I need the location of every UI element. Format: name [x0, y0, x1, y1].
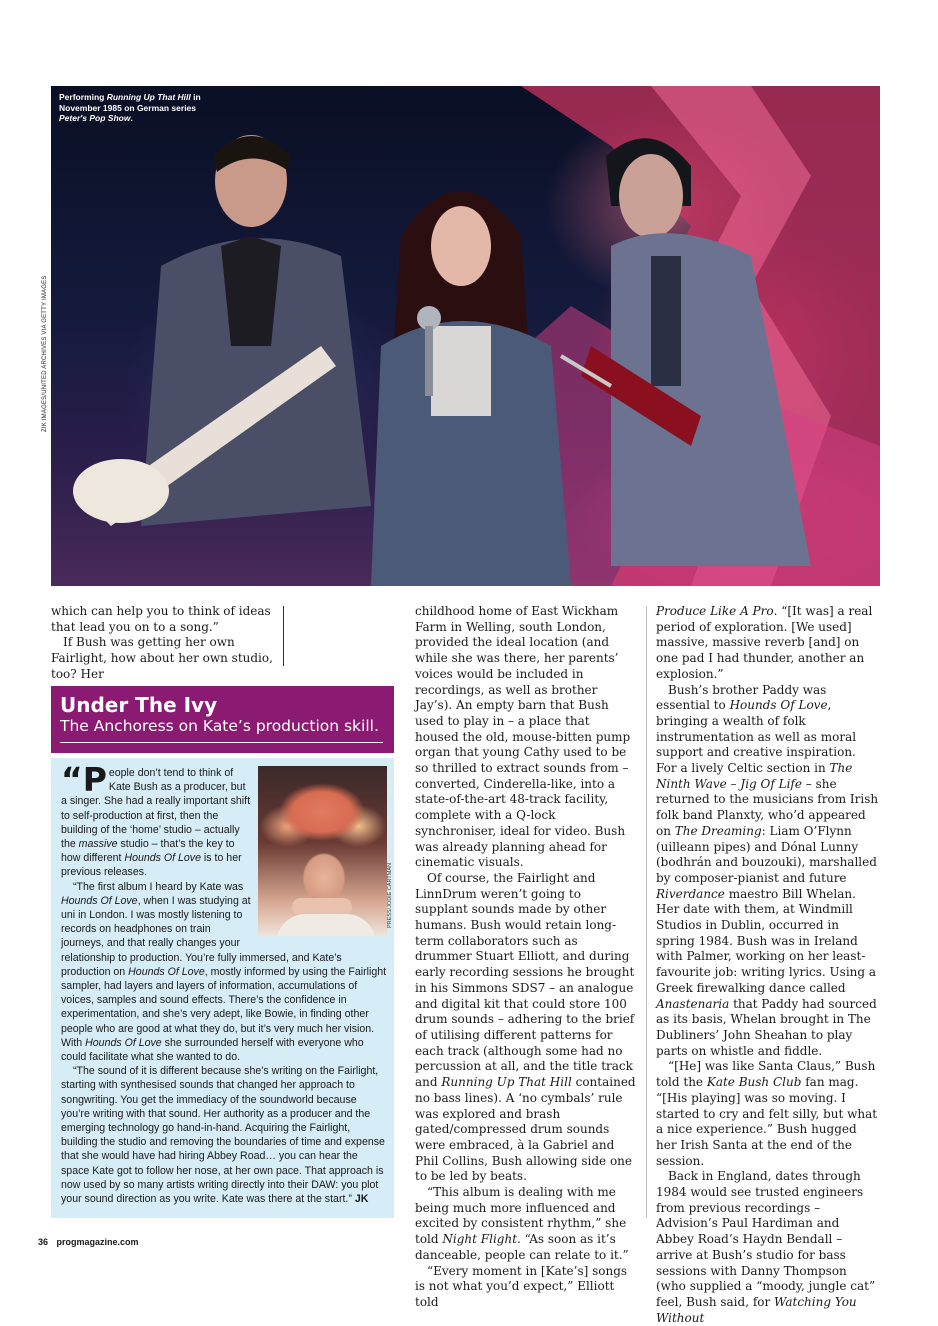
text-run: “The first album I heard by Kate was [73, 880, 244, 893]
column-divider-2 [646, 606, 647, 1218]
italic-text: Watching You Without [656, 1294, 857, 1325]
text-run: studio – that’s the key to how different [61, 838, 235, 865]
stage-photo-illustration [51, 86, 880, 586]
italic-text: The Dreaming [674, 823, 762, 838]
paragraph [415, 1264, 637, 1311]
text-run: Back in England, dates through 1984 would see trusted engineers from previous recordings – Advision’s Paul Hardiman and Abbey Road’s Haydn Bendall – arrive at Bush’s studio for bass sessions with Danny Thompson (who supplied a “moody, jungle cat” feel, Bush said, for [656, 1169, 876, 1309]
paragraph [415, 604, 637, 871]
italic-text: The Ninth Wave – Jig Of Life [656, 761, 853, 791]
italic-text: Hounds Of Love [729, 698, 828, 713]
photo-credit: ZIK IMAGES/UNITED ARCHIVES VIA GETTY IMAGES [42, 275, 48, 432]
text-run: . “As soon as it’s danceable, people can relate to it.” [415, 1232, 629, 1262]
paragraph [656, 1059, 880, 1169]
column-2 [415, 604, 637, 1311]
italic-text: Hounds Of Love [85, 1036, 162, 1049]
sidebar-divider [60, 742, 383, 743]
singer [371, 191, 571, 586]
photo-caption [59, 92, 209, 124]
paragraph [415, 871, 637, 1185]
page-number: 36 [38, 1237, 49, 1247]
sidebar-header [51, 686, 394, 753]
text-run: childhood home of East Wickham Farm in Welling, south London, provided the ideal location (and while she was there, her parents’ voices would be included in recordings, as well as brother Jay’s). An empty barn that Bush used to play in – a place that housed the old, mouse-bitten pump organ that young Cathy used to be so thrilled to extract sounds from – converted, Cinderella-like, into a state-of-the-art 48-track facility, complete with a Q-lock synchroniser, ideal for video. Bush was already planning ahead for cinematic visuals. [415, 604, 631, 870]
column-divider [283, 606, 284, 666]
text-run: eople don’t tend to think of Kate Bush as a producer, but a singer. She had a really important shift to self-production at first, then the building of the ‘home’ studio – actually the [61, 767, 251, 851]
portrait-gown [276, 914, 376, 936]
italic-text: Hounds Of Love [124, 852, 201, 865]
sidebar-body [51, 758, 394, 1218]
paragraph [656, 604, 880, 683]
italic-text: Kate Bush Club [706, 1075, 802, 1090]
column-1 [51, 604, 279, 683]
text-run: Of course, the Fairlight and LinnDrum weren’t going to supplant sounds made by other humans. Bush would retain long-term collaborators such as drummer Stuart Elliott, and during early recording sessions he brought in his Simmons SDS7 – an analogue and digital kit that could store 100 drum sounds – adhering to the brief of utilising different patterns for each track (although some had no percussion at all, and the title track and [415, 870, 635, 1090]
text-run: she surrounded herself with everyone who could facilitate what she wanted to do. [61, 1036, 364, 1064]
paragraph [656, 683, 880, 1060]
sidebar-text [61, 760, 387, 1206]
sidebar-paragraph [61, 1064, 387, 1206]
text-run: “Every moment in [Kate’s] songs is not what you’d expect,” Elliott told [415, 1263, 628, 1309]
caption-run: . [130, 113, 133, 123]
left-guitarist [73, 135, 371, 526]
italic-text: Night Flight [442, 1232, 518, 1247]
text-run: Bush’s brother Paddy was essential to [656, 682, 827, 713]
text-run: that Paddy had sourced as its basis, Whelan brought in The Dubliners’ John Sheahan to play parts on whistle and fiddle. [656, 996, 877, 1058]
italic-text: Riverdance [656, 886, 725, 901]
text-run: is to her previous releases. [61, 852, 242, 879]
caption-run: Running Up That Hill [106, 92, 191, 102]
sidebar-title: Under The Ivy [60, 693, 218, 717]
text-run: : Liam O’Flynn (uilleann pipes) and Dónal Lunny (bodhrán and bouzouki), marshalled by composer-pianist and future [656, 823, 877, 885]
italic-text: Hounds Of Love [128, 965, 205, 978]
italic-text: Running Up That Hill [441, 1075, 572, 1090]
italic-text: massive [78, 838, 118, 851]
sidebar-portrait-photo [258, 766, 387, 936]
caption-run: Peter's Pop Show [59, 113, 131, 123]
caption-run: Performing [59, 92, 107, 102]
text-run: which can help you to think of ideas that lead you on to a song.” [51, 604, 271, 634]
text-run: . “[It was] a real period of exploration. [We used] massive, massive reverb [and] on one pad I had thunder, another an explosion.” [656, 604, 873, 681]
text-run: “[He] was like Santa Claus,” Bush told the [656, 1059, 876, 1090]
author-signature: JK [354, 1193, 369, 1206]
italic-text: Hounds Of Love [61, 894, 138, 907]
italic-text: Produce Like A Pro [656, 604, 774, 618]
paragraph [656, 1169, 880, 1326]
text-run: – she returned to the musicians from Irish folk band Planxty, who’d appeared on [656, 776, 879, 838]
page-footer [38, 1237, 139, 1247]
caption-run: in November 1985 on German series [59, 92, 201, 113]
text-run: fan mag. “[His playing] was so moving. I started to cry and felt silly, but what a nice experience.” Bush hugged her Irish Santa at the end of the session. [656, 1075, 878, 1168]
sidebar-photo-credit: PRESS/JODIE CARTMAN [387, 863, 393, 928]
text-run: , when I was studying at uni in London. I was mostly listening to records on headphones on train journeys, and that really changes your relationship to production. You’re fully immersed, and Kate’s production on [61, 894, 342, 978]
text-run: contained no bass lines). A ‘no cymbals’ rule was explored and brash gated/compressed drum sounds were embraced, à la Gabriel and Phil Collins, Bush allowing side one to be led by beats. [415, 1075, 636, 1184]
column-3 [656, 604, 880, 1326]
site-url: progmagazine.com [56, 1237, 139, 1247]
italic-text: Anastenaria [656, 996, 730, 1011]
paragraph [51, 604, 279, 635]
text-run: , mostly informed by using the Fairlight sampler, had layers and layers of information, accumulations of voices, samples and sound effects. There’s the confidence in experimentation, and she’s very adept, like Bowie, in finding other people who are good at what they do, but it’s very much her vision. With [61, 965, 387, 1049]
text-run: “This album is dealing with me being much more influenced and excited by consistent rhythm,” she told [415, 1185, 627, 1247]
text-run: maestro Bill Whelan. Her date with them, at Windmill Studios in Dublin, occurred in spring 1984. Bush was in Ireland with Palmer, working on her least-favourite job: writing lyrics. Using a Greek firewalking dance called [656, 886, 877, 995]
text-run: , bringing a wealth of folk instrumentation as well as moral support and creative inspiration. For a lively Celtic section in [656, 698, 857, 776]
paragraph [51, 635, 279, 682]
text-run: “The sound of it is different because she’s writing on the Fairlight, starting with synthesised sounds that changed her approach to songwriting. You get the immediacy of the soundworld because you’re writing with that sound. Her authority as a producer and the emerging technology go hand-in-hand. Acquiring the Fairlight, building the studio and removing the boundaries of time and expense that she would have had hiring Abbey Road… you can hear the space Kate got to follow her nose, at her own pace. That approach is now used by so many artists writing directly into their DAW: you plot your sound direction as you write. Kate was there at the start.” [61, 1065, 385, 1206]
sidebar-subtitle: The Anchoress on Kate’s production skill. [60, 717, 379, 735]
paragraph [415, 1185, 637, 1264]
drop-cap: “P [61, 760, 107, 799]
main-photo [51, 86, 880, 586]
text-run: If Bush was getting her own Fairlight, how about her own studio, too? Her [51, 635, 273, 681]
